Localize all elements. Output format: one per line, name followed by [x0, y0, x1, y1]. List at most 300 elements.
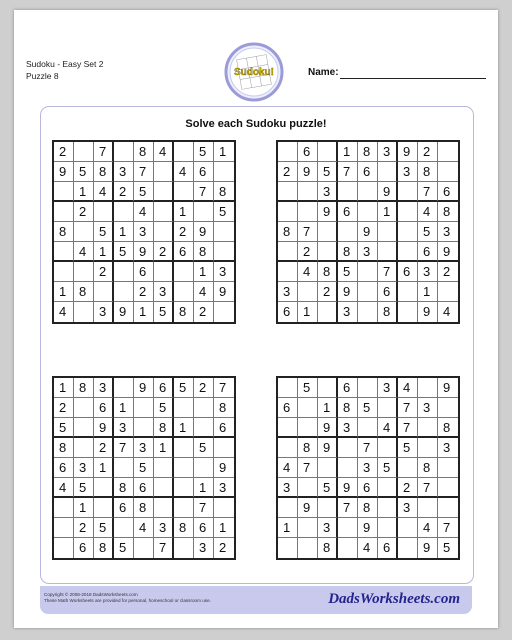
sudoku-cell: 9	[194, 222, 214, 242]
sudoku-cell: 5	[174, 378, 194, 398]
sudoku-cell: 9	[318, 418, 338, 438]
sudoku-cell	[378, 498, 398, 518]
sudoku-cell	[54, 518, 74, 538]
sudoku-cell: 2	[174, 222, 194, 242]
sudoku-cell	[174, 398, 194, 418]
sudoku-cell: 8	[418, 162, 438, 182]
sudoku-cell: 6	[378, 282, 398, 302]
sudoku-cell	[378, 438, 398, 458]
sudoku-cell: 3	[318, 182, 338, 202]
sudoku-cell: 2	[418, 142, 438, 162]
sudoku-cell: 8	[74, 282, 94, 302]
sudoku-cell: 8	[438, 418, 458, 438]
sudoku-cell	[74, 302, 94, 322]
sudoku-cell: 2	[219, 540, 227, 555]
sudoku-cell	[338, 518, 358, 538]
sudoku-cell: 7	[194, 182, 214, 202]
sudoku-grid-3	[52, 376, 236, 560]
sudoku-cell	[174, 142, 194, 162]
sudoku-cell: 6	[438, 182, 458, 202]
sudoku-cell	[358, 378, 378, 398]
sudoku-cell: 5	[154, 398, 174, 418]
sudoku-cell	[318, 302, 338, 322]
sudoku-cell: 4	[298, 262, 318, 282]
instructions: Solve each Sudoku puzzle!	[185, 118, 327, 130]
sudoku-cell: 3	[74, 458, 94, 478]
sudoku-cell	[418, 378, 438, 398]
sudoku-cell	[194, 418, 214, 438]
sudoku-cell	[278, 202, 298, 222]
sudoku-cell: 7	[338, 162, 358, 182]
sudoku-cell	[398, 222, 418, 242]
sudoku-cell: 5	[114, 242, 134, 262]
sudoku-cell: 4	[358, 538, 378, 558]
sudoku-cell	[378, 242, 398, 262]
sudoku-cell	[174, 478, 194, 498]
sudoku-cell: 3	[214, 262, 234, 282]
sudoku-cell	[214, 222, 234, 242]
sudoku-cell: 5	[318, 478, 338, 498]
sudoku-grid-2	[276, 140, 460, 324]
sudoku-cell	[398, 518, 418, 538]
sudoku-cell	[378, 162, 398, 182]
sudoku-cell: 6	[378, 538, 398, 558]
sudoku-cell: 7	[398, 398, 418, 418]
sudoku-cell	[278, 438, 298, 458]
sudoku-cell: 4	[194, 282, 214, 302]
sudoku-cell: 7	[398, 418, 418, 438]
sudoku-cell: 4	[278, 458, 298, 478]
sudoku-cell: 1	[94, 242, 114, 262]
puzzle-number: Puzzle 8	[26, 71, 59, 81]
sudoku-cell: 6	[74, 538, 94, 558]
brand-logo: DadsWorksheets.com	[328, 591, 460, 607]
sudoku-cell	[358, 418, 378, 438]
sudoku-cell: 3	[358, 242, 378, 262]
sudoku-cell: 3	[134, 222, 154, 242]
sudoku-cell: 2	[278, 162, 298, 182]
sudoku-cell: 9	[134, 242, 154, 262]
sudoku-cell: 1	[338, 142, 358, 162]
sudoku-cell: 9	[358, 222, 378, 242]
sudoku-cell	[418, 498, 438, 518]
sudoku-cell	[318, 458, 338, 478]
sudoku-cell: 9	[418, 302, 438, 322]
sudoku-cell: 3	[358, 458, 378, 478]
sudoku-cell: 3	[418, 398, 438, 418]
sudoku-cell	[154, 182, 174, 202]
sudoku-cell: 3	[134, 438, 154, 458]
sudoku-cell	[378, 222, 398, 242]
sudoku-cell: 6	[358, 478, 378, 498]
sudoku-cell: 9	[398, 142, 418, 162]
sudoku-cell: 6	[134, 262, 154, 282]
sudoku-cell: 8	[174, 302, 194, 322]
sudoku-cell: 3	[114, 162, 134, 182]
sudoku-cell: 8	[94, 538, 114, 558]
sudoku-cell	[358, 282, 378, 302]
sudoku-cell	[54, 538, 74, 558]
sudoku-cell: 8	[54, 438, 74, 458]
sudoku-cell: 2	[194, 378, 214, 398]
sudoku-cell	[298, 182, 318, 202]
sudoku-cell	[154, 478, 174, 498]
sudoku-cell: 1	[214, 518, 234, 538]
sudoku-cell: 4	[134, 202, 154, 222]
sudoku-cell	[194, 398, 214, 418]
sudoku-cell	[358, 262, 378, 282]
sudoku-cell	[298, 518, 318, 538]
sudoku-cell: 5	[398, 438, 418, 458]
sudoku-cell: 2	[94, 262, 114, 282]
sudoku-cell	[74, 222, 94, 242]
sudoku-cell: 5	[134, 182, 154, 202]
sudoku-cell: 8	[438, 202, 458, 222]
sudoku-cell	[194, 458, 214, 478]
sudoku-cell: 8	[338, 398, 358, 418]
sudoku-cell: 9	[214, 458, 234, 478]
sudoku-cell: 7	[358, 438, 378, 458]
sudoku-cell: 5	[94, 222, 114, 242]
sudoku-cell	[114, 518, 134, 538]
sudoku-cell	[74, 418, 94, 438]
sudoku-cell	[398, 242, 418, 262]
sudoku-cell	[214, 498, 234, 518]
sudoku-cell: 1	[378, 202, 398, 222]
sudoku-cell: 4	[134, 518, 154, 538]
sudoku-cell: 4	[54, 302, 74, 322]
sudoku-cell	[338, 222, 358, 242]
sudoku-cell: 1	[318, 398, 338, 418]
sudoku-cell: 1	[74, 182, 94, 202]
sudoku-cell	[114, 282, 134, 302]
sudoku-cell: 6	[194, 162, 214, 182]
sudoku-cell	[278, 242, 298, 262]
sudoku-cell	[114, 458, 134, 478]
sudoku-cell	[438, 458, 458, 478]
sudoku-cell: 8	[318, 262, 338, 282]
sudoku-cell	[298, 478, 318, 498]
sudoku-cell: 5	[418, 222, 438, 242]
sudoku-cell: 3	[114, 418, 134, 438]
sudoku-cell: 2	[438, 262, 458, 282]
sudoku-cell: 5	[194, 438, 214, 458]
sudoku-cell	[438, 478, 458, 498]
sudoku-cell: 6	[298, 142, 318, 162]
sudoku-cell	[174, 438, 194, 458]
sudoku-cell	[418, 438, 438, 458]
sudoku-cell: 6	[278, 302, 298, 322]
sudoku-cell	[378, 518, 398, 538]
sudoku-cell	[114, 202, 134, 222]
sudoku-cell	[318, 242, 338, 262]
sudoku-cell: 4	[174, 162, 194, 182]
sudoku-cell: 5	[54, 418, 74, 438]
sudoku-cell	[338, 458, 358, 478]
sudoku-cell: 7	[418, 478, 438, 498]
sudoku-cell	[54, 498, 74, 518]
sudoku-cell: 9	[214, 282, 234, 302]
sudoku-cell	[398, 458, 418, 478]
sudoku-cell: 3	[438, 222, 458, 242]
sudoku-cell	[74, 438, 94, 458]
sudoku-cell: 4	[94, 182, 114, 202]
sudoku-cell: 9	[438, 242, 458, 262]
sudoku-cell: 8	[74, 378, 94, 398]
sudoku-cell: 3	[278, 282, 298, 302]
sudoku-cell	[298, 398, 318, 418]
sudoku-cell	[214, 302, 234, 322]
sudoku-cell: 3	[398, 162, 418, 182]
sudoku-cell	[134, 418, 154, 438]
sudoku-cell	[174, 458, 194, 478]
sudoku-cell: 5	[114, 538, 134, 558]
sudoku-cell	[418, 418, 438, 438]
sudoku-cell	[358, 202, 378, 222]
sudoku-cell: 5	[134, 458, 154, 478]
sudoku-cell: 6	[278, 398, 298, 418]
sudoku-cell: 5	[443, 540, 451, 555]
sudoku-cell	[398, 202, 418, 222]
sudoku-cell: 1	[214, 142, 234, 162]
sudoku-cell: 1	[114, 398, 134, 418]
sudoku-cell: 8	[338, 242, 358, 262]
sudoku-cell	[74, 262, 94, 282]
sudoku-cell: 8	[154, 418, 174, 438]
sudoku-cell	[154, 262, 174, 282]
sudoku-cell: 7	[114, 438, 134, 458]
sudoku-cell: 1	[194, 478, 214, 498]
sudoku-cell: 8	[194, 242, 214, 262]
sudoku-cell	[154, 162, 174, 182]
sudoku-cell: 8	[378, 302, 398, 322]
sudoku-cell: 6	[114, 498, 134, 518]
sudoku-cell: 3	[398, 498, 418, 518]
sudoku-cell	[278, 498, 298, 518]
sudoku-cell: 4	[154, 142, 174, 162]
sudoku-cell	[298, 202, 318, 222]
sudoku-cell: 6	[398, 262, 418, 282]
sudoku-cell: 9	[378, 182, 398, 202]
sudoku-cell: 9	[438, 378, 458, 398]
sudoku-cell: 3	[438, 438, 458, 458]
sudoku-cell	[358, 302, 378, 322]
sudoku-cell: 2	[54, 142, 74, 162]
sudoku-cell	[154, 202, 174, 222]
sudoku-cell	[318, 142, 338, 162]
sudoku-cell: 2	[114, 182, 134, 202]
sudoku-cell	[378, 478, 398, 498]
sudoku-logo	[224, 42, 284, 102]
sudoku-cell	[94, 202, 114, 222]
sudoku-cell: 7	[94, 142, 114, 162]
sudoku-cell: 1	[298, 302, 318, 322]
sudoku-cell: 3	[94, 302, 114, 322]
sudoku-cell: 6	[154, 378, 174, 398]
sudoku-cell: 7	[378, 262, 398, 282]
sudoku-cell: 4	[378, 418, 398, 438]
worksheet-title-block	[26, 58, 104, 82]
sudoku-cell: 6	[358, 162, 378, 182]
sudoku-cell: 9	[358, 518, 378, 538]
sudoku-cell	[174, 498, 194, 518]
sudoku-cell	[338, 538, 358, 558]
sudoku-cell	[174, 182, 194, 202]
sudoku-cell	[278, 418, 298, 438]
sudoku-cell: 2	[54, 398, 74, 418]
sudoku-cell: 6	[94, 398, 114, 418]
sudoku-cell: 8	[134, 498, 154, 518]
sudoku-cell: 1	[54, 378, 74, 398]
sudoku-cell: 3	[338, 418, 358, 438]
sudoku-cell	[438, 162, 458, 182]
sudoku-cell: 1	[134, 302, 154, 322]
name-label: Name:	[308, 67, 339, 78]
sudoku-cell	[438, 282, 458, 302]
sudoku-cell: 9	[94, 418, 114, 438]
sudoku-cell: 8	[278, 222, 298, 242]
sudoku-cell	[318, 378, 338, 398]
sudoku-cell: 3	[338, 302, 358, 322]
sudoku-cell: 5	[94, 518, 114, 538]
sudoku-cell: 8	[358, 142, 378, 162]
sudoku-grid-1	[52, 140, 236, 324]
sudoku-cell	[398, 282, 418, 302]
sudoku-cell	[438, 498, 458, 518]
sudoku-cell	[54, 242, 74, 262]
sudoku-cell	[94, 498, 114, 518]
sudoku-cell	[174, 282, 194, 302]
sudoku-cell	[398, 182, 418, 202]
sudoku-cell	[338, 182, 358, 202]
copyright: Copyright © 2008-2018 DadsWorksheets.com	[44, 592, 138, 597]
sudoku-cell: 1	[154, 438, 174, 458]
sudoku-cell: 2	[194, 302, 214, 322]
sudoku-cell	[278, 378, 298, 398]
sudoku-cell: 8	[298, 438, 318, 458]
sudoku-cell: 6	[134, 478, 154, 498]
sudoku-cell	[278, 142, 298, 162]
sudoku-cell: 8	[358, 498, 378, 518]
sudoku-cell: 2	[134, 282, 154, 302]
sudoku-cell: 4	[74, 242, 94, 262]
sudoku-cell: 9	[338, 282, 358, 302]
sudoku-cell: 9	[114, 302, 134, 322]
sudoku-cell: 3	[194, 538, 214, 558]
sudoku-cell: 1	[418, 282, 438, 302]
sudoku-cell: 9	[318, 202, 338, 222]
sudoku-cell: 7	[154, 538, 174, 558]
worksheet-title: Sudoku - Easy Set 2	[26, 59, 104, 69]
sudoku-cell	[94, 478, 114, 498]
sudoku-cell	[318, 222, 338, 242]
sudoku-cell	[298, 282, 318, 302]
sudoku-cell: 9	[418, 538, 438, 558]
footer-bar	[40, 586, 472, 614]
sudoku-cell: 5	[214, 202, 234, 222]
sudoku-cell	[114, 262, 134, 282]
sudoku-cell: 8	[94, 162, 114, 182]
sudoku-cell: 6	[194, 518, 214, 538]
sudoku-cell	[298, 418, 318, 438]
sudoku-cell: 6	[338, 202, 358, 222]
sudoku-cell: 1	[114, 222, 134, 242]
sudoku-cell: 3	[154, 518, 174, 538]
sudoku-cell	[74, 398, 94, 418]
sudoku-cell: 6	[174, 242, 194, 262]
sudoku-cell: 4	[398, 378, 418, 398]
sudoku-cell: 6	[418, 242, 438, 262]
sudoku-cell: 7	[214, 378, 234, 398]
sudoku-cell: 5	[338, 262, 358, 282]
sudoku-cell: 2	[318, 282, 338, 302]
sudoku-cell	[54, 182, 74, 202]
sudoku-cell	[154, 222, 174, 242]
sudoku-cell: 3	[318, 518, 338, 538]
sudoku-cell	[134, 398, 154, 418]
sudoku-cell: 8	[54, 222, 74, 242]
logo-text: Sudoku!	[234, 67, 274, 78]
sudoku-cell	[134, 538, 154, 558]
sudoku-cell	[54, 202, 74, 222]
sudoku-cell	[114, 142, 134, 162]
sudoku-cell: 7	[418, 182, 438, 202]
worksheet-page	[14, 10, 498, 628]
sudoku-cell	[174, 262, 194, 282]
sudoku-cell: 9	[298, 162, 318, 182]
sudoku-cell	[278, 538, 298, 558]
sudoku-cell: 5	[74, 162, 94, 182]
sudoku-cell	[94, 282, 114, 302]
sudoku-cell	[214, 438, 234, 458]
sudoku-cell: 5	[74, 478, 94, 498]
sudoku-cell	[378, 398, 398, 418]
sudoku-cell: 1	[94, 458, 114, 478]
sudoku-cell: 1	[74, 498, 94, 518]
sudoku-cell: 7	[298, 222, 318, 242]
sudoku-cell: 1	[194, 262, 214, 282]
sudoku-cell: 4	[54, 478, 74, 498]
sudoku-cell: 6	[214, 418, 234, 438]
sudoku-cell	[438, 398, 458, 418]
sudoku-cell: 8	[214, 182, 234, 202]
sudoku-cell	[194, 202, 214, 222]
sudoku-cell: 2	[298, 242, 318, 262]
sudoku-cell: 4	[418, 202, 438, 222]
sudoku-cell: 3	[154, 282, 174, 302]
sudoku-cell: 2	[154, 242, 174, 262]
sudoku-cell: 3	[214, 478, 234, 498]
sudoku-cell	[214, 162, 234, 182]
footer-text	[44, 592, 211, 604]
sudoku-cell: 7	[134, 162, 154, 182]
sudoku-cell	[174, 538, 194, 558]
sudoku-cell	[398, 302, 418, 322]
sudoku-cell	[398, 538, 418, 558]
sudoku-cell: 4	[443, 304, 451, 319]
sudoku-cell: 6	[338, 378, 358, 398]
sudoku-cell: 3	[278, 478, 298, 498]
sudoku-cell	[438, 142, 458, 162]
sudoku-cell: 5	[318, 162, 338, 182]
sudoku-cell	[278, 262, 298, 282]
sudoku-cell: 2	[74, 518, 94, 538]
sudoku-cell: 4	[418, 518, 438, 538]
sudoku-cell	[74, 142, 94, 162]
sudoku-cell: 9	[54, 162, 74, 182]
sudoku-cell: 8	[214, 398, 234, 418]
sudoku-cell: 3	[378, 142, 398, 162]
